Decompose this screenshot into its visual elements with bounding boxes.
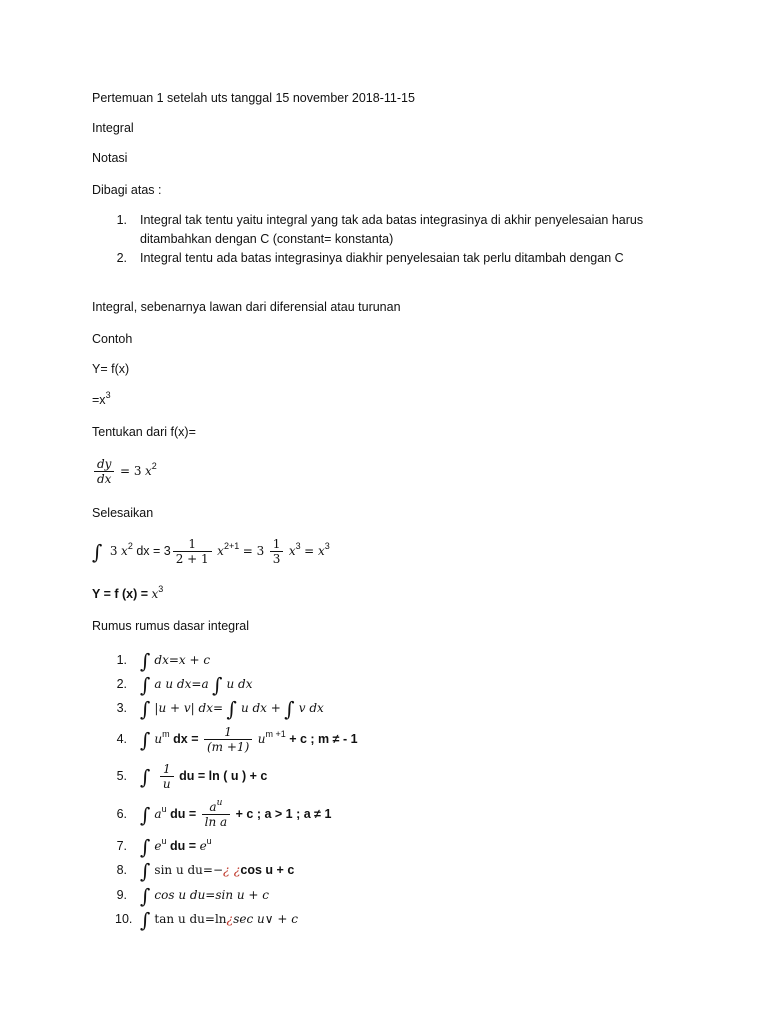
formula-7: ∫ $e^u$ du = $e^u$ — [140, 835, 212, 859]
fraction-one-over-m-plus-one: $\frac{1}{(m +1)}$ — [204, 725, 252, 754]
integral-sign-icon: ∫ — [140, 803, 151, 827]
fraction-one-third: $\frac{1}{3}$ — [270, 537, 284, 566]
formula-number: 1. — [116, 653, 127, 667]
document-title: Pertemuan 1 setelah uts tanggal 15 november 2018-11-15 — [92, 91, 415, 105]
formula-number: 6. — [116, 807, 127, 821]
formulas-heading: Rumus rumus dasar integral — [92, 619, 250, 633]
formula-number: 10. — [115, 912, 133, 926]
list-item: Integral tentu ada batas integrasinya diakhir penyelesaian tak perlu ditambah dengan C — [140, 251, 624, 265]
formula-number: 2. — [116, 677, 127, 691]
x-cubed-line: $=x^3$ — [92, 390, 111, 407]
list-number: 2. — [116, 251, 127, 265]
formula-5: ∫ $\frac{1}{u}$ du = ln ( u ) + c — [140, 762, 268, 792]
formula-number: 3. — [116, 701, 127, 715]
find-text: Tentukan dari f(x)= — [92, 425, 196, 439]
formula-4: ∫ $u^m$ dx = $\frac{1}{(m +1)}$ $u^{m +1} + c$ ; m ≠ - 1 — [140, 725, 358, 755]
formula-2: ∫ a u dx=a ∫ u dx — [140, 673, 253, 697]
integral-sign-icon: ∫ — [140, 859, 151, 883]
list-number: 1. — [116, 213, 127, 227]
formula-number: 4. — [116, 732, 127, 746]
formula-6: ∫ $a^u$ du = $\frac{a^u}{\text{ln a}}$ + c ; a > 1 ; a ≠ 1 — [140, 798, 332, 830]
integral-sign-icon: ∫ — [140, 728, 151, 752]
formula-3: ∫ |u + v| dx= ∫ u dx + ∫ v dx — [140, 697, 324, 721]
integral-sign-icon: ∫ — [140, 697, 151, 721]
heading-selesaikan: Selesaikan — [92, 506, 154, 520]
integral-sign-icon: ∫ — [140, 649, 151, 673]
result-line: Y = f $(x) = x^3$ — [92, 584, 164, 601]
fraction-one-over-three: $\frac{1}{2 + 1}$ — [173, 537, 212, 566]
heading-contoh: Contoh — [92, 332, 133, 346]
y-definition: Y= f(x) — [92, 362, 130, 376]
dy-dx-fraction: $\frac{dy}{dx}$ — [94, 457, 114, 486]
integral-sign-icon: ∫ — [140, 908, 151, 932]
heading-dibagi: Dibagi atas : — [92, 183, 162, 197]
formula-10: ∫ tan u du=ln¿sec u∨ + c — [140, 908, 298, 932]
formula-number: 7. — [116, 839, 127, 853]
integral-sign-icon: ∫ — [212, 673, 223, 697]
heading-integral: Integral — [92, 121, 134, 135]
list-item: Integral tak tentu yaitu integral yang tak ada batas integrasinya di akhir penyelesaian harus — [140, 213, 644, 227]
integral-sign-icon: ∫ — [226, 697, 237, 721]
formula-number: 5. — [116, 769, 127, 783]
formula-number: 9. — [116, 888, 127, 902]
formula-9: ∫ cos u du=sin u + c — [140, 884, 270, 908]
integral-sign-icon: ∫ — [140, 884, 151, 908]
fraction-a-u-over-ln-a: $\frac{a^u}{\text{ln a}}$ — [202, 800, 231, 829]
integral-sign-icon: ∫ — [284, 697, 295, 721]
solution-equation: ∫ 3 $x^2$ dx = 3 $\frac{1}{2 + 1}$ $x^{2+1} = 3$ $\frac{1}{3}$ $x^3 = x^3$ — [92, 537, 330, 567]
fraction-one-over-u: $\frac{1}{u}$ — [160, 762, 174, 791]
integral-sign-icon: ∫ — [140, 673, 151, 697]
formula-8: ∫ sin u du=−¿ ¿cos u + c — [140, 859, 295, 883]
formula-1: ∫ dx=x + c — [140, 649, 211, 673]
heading-notasi: Notasi — [92, 151, 128, 165]
list-item-continuation: ditambahkan dengan C (constant= konstanta) — [140, 232, 394, 246]
formula-number: 8. — [116, 863, 127, 877]
integral-sign-icon: ∫ — [140, 835, 151, 859]
integral-sign-icon: ∫ — [92, 540, 103, 564]
derivative-equation: $\frac{dy}{dx}$ = 3 $x^2$ — [92, 456, 157, 486]
integral-sign-icon: ∫ — [140, 765, 151, 789]
intro-text: Integral, sebenarnya lawan dari diferensial atau turunan — [92, 300, 401, 314]
